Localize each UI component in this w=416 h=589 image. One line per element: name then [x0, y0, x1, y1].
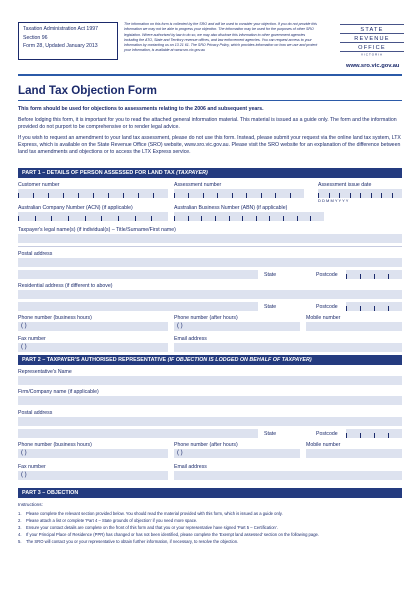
rep-fax-input[interactable]: ( ) — [18, 471, 168, 480]
instruction-item: 2. Please attach a list or complete 'Part 4 – State grounds of objection' if you need more space. — [18, 518, 198, 523]
divider — [18, 246, 402, 247]
firm-input[interactable] — [18, 396, 402, 405]
rep-name-label: Representative's Name — [18, 369, 72, 375]
rep-postal-input-2[interactable] — [18, 429, 258, 438]
sro-logo — [340, 22, 404, 56]
rep-postal-label: Postal address — [18, 410, 53, 416]
instructions-label: Instructions: — [18, 502, 43, 507]
legal-name-label: Taxpayer's legal name(s) (if individual(s) – Title/Surname/First name) — [18, 227, 176, 233]
legal-line-1: Taxation Administration Act 1997 — [23, 26, 98, 32]
date-format-hint: D D M M Y Y Y Y — [318, 198, 349, 203]
instructions-list — [18, 510, 402, 545]
rep-phone-after-input[interactable]: ( ) — [174, 449, 300, 458]
header-rule — [18, 74, 402, 76]
legal-line-3: Form 28, Updated January 2013 — [23, 43, 98, 50]
title-rule — [18, 100, 402, 101]
instruction-item: 5. The SRO will contact you or your representative to obtain further information, if necessary, to resolve the objection. — [18, 539, 239, 544]
part3-header — [18, 488, 402, 498]
logo-line-2: REVENUE — [354, 36, 390, 42]
state-label: State — [264, 272, 277, 278]
customer-number-input[interactable] — [18, 189, 168, 198]
residential-address-label: Residential address (if different to above) — [18, 283, 113, 289]
rep-mobile-input[interactable] — [306, 449, 402, 458]
part2-header — [18, 355, 402, 365]
rep-email-label: Email address — [174, 464, 207, 470]
fax-input[interactable]: ( ) — [18, 343, 168, 352]
assessment-date-input[interactable] — [318, 189, 402, 198]
mobile-label: Mobile number — [306, 315, 341, 321]
rep-phone-business-label: Phone number (business hours) — [18, 442, 92, 448]
acn-input[interactable] — [18, 212, 168, 221]
residential-postcode-input[interactable] — [346, 302, 402, 311]
postcode-label: Postcode — [316, 272, 338, 278]
part1-header — [18, 168, 402, 178]
logo-line-3: OFFICE — [358, 45, 386, 51]
mobile-input[interactable] — [306, 322, 402, 331]
rep-mobile-label: Mobile number — [306, 442, 341, 448]
instruction-item: 3. Ensure your contact details are complete on the front of this form and that you or your representative have signed 'Part 5 – Certification'. — [18, 525, 278, 530]
website-link[interactable]: www.sro.vic.gov.au — [346, 63, 400, 69]
residential-postcode-label: Postcode — [316, 304, 338, 310]
legal-name-input-1[interactable] — [18, 234, 402, 243]
logo-line-1: STATE — [360, 27, 384, 33]
rep-state-label: State — [264, 431, 277, 437]
email-label: Email address — [174, 336, 207, 342]
rep-phone-after-label: Phone number (after hours) — [174, 442, 238, 448]
postal-address-label: Postal address — [18, 251, 53, 257]
acn-label: Australian Company Number (ACN) (if applicable) — [18, 205, 133, 211]
phone-after-label: Phone number (after hours) — [174, 315, 238, 321]
instruction-item: 4. If your Principal Place of Residence (PPR) has changed or has not been identified, please complete the 'Exempt land assessed' section on the following page. — [18, 532, 320, 537]
postcode-input[interactable] — [346, 270, 402, 279]
legal-line-2: Section 96 — [23, 34, 48, 41]
residential-state-label: State — [264, 304, 277, 310]
assessment-date-label: Assessment issue date — [318, 182, 372, 188]
part1-title: PART 1 – DETAILS OF PERSON ASSESSED FOR LAND TAX — [22, 170, 175, 176]
rep-fax-label: Fax number — [18, 464, 46, 470]
postal-address-input-2[interactable] — [18, 270, 258, 279]
logo-line-4: VICTORIA — [360, 52, 384, 56]
assessment-number-label: Assessment number — [174, 182, 222, 188]
part2-title: PART 2 – TAXPAYER'S AUTHORISED REPRESENTATIVE — [22, 357, 167, 363]
customer-number-label: Customer number — [18, 182, 60, 188]
privacy-statement: The information on this form is collected by the SRO and will be used to consider your objection. If you do not provide this information we may not be able to progress your objection. The information may be used for the purposes of other SRO legislation. Where authorised by law to do so, we may also disclose this information to other government agencies including the ATO, State and Territory revenue offices, and law enforcement agencies. You can request access to your information by contacting us on 13 21 61. The SRO Privacy Policy, which provides information on how we use and protect your information, is available at www.sro.vic.gov.au — [124, 22, 318, 53]
part1-title-italic: (TAXPAYER) — [176, 170, 208, 176]
rep-postcode-label: Postcode — [316, 431, 338, 437]
instruction-item: 1. Please complete the relevant section provided below. You should read the material provided with this form, which is issued as a guide only. — [18, 511, 283, 516]
rep-phone-business-input[interactable]: ( ) — [18, 449, 168, 458]
phone-after-input[interactable]: ( ) — [174, 322, 300, 331]
intro-paragraph-1: Before lodging this form, it is important for you to read the attached general information material. This material is issued as a guide only. The form and the information provided do not purport to be comprehensive or to render legal advice. — [18, 117, 397, 131]
phone-business-input[interactable]: ( ) — [18, 322, 168, 331]
rep-postal-input[interactable] — [18, 417, 402, 426]
rep-postcode-input[interactable] — [346, 429, 402, 438]
phone-business-label: Phone number (business hours) — [18, 315, 92, 321]
part2-title-italic: (IF OBJECTION IS LODGED ON BEHALF OF TAXPAYER) — [167, 357, 312, 363]
fax-label: Fax number — [18, 336, 46, 342]
residential-address-input-2[interactable] — [18, 302, 258, 311]
part3-title: PART 3 – OBJECTION — [22, 490, 79, 496]
residential-address-input[interactable] — [18, 290, 402, 299]
legislation-box — [18, 22, 118, 60]
postal-address-input[interactable] — [18, 258, 402, 267]
email-input[interactable] — [174, 343, 402, 352]
abn-label: Australian Business Number (ABN) (if applicable) — [174, 205, 288, 211]
intro-paragraph-2: If you wish to request an amendment to your land tax assessment, please do not use this form. Instead, please submit your request via the online land tax system, LTX Express, which is available on the State Revenue Office (SRO) website, www.sro.vic.gov.au. Please visit the SRO website for an explanation of the difference between land tax amendments and objections or to access the LTX Express service. — [18, 135, 401, 156]
assessment-number-input[interactable] — [174, 189, 304, 198]
rep-name-input[interactable] — [18, 376, 402, 385]
form-title: Land Tax Objection Form — [18, 84, 157, 97]
abn-input[interactable] — [174, 212, 324, 221]
firm-label: Firm/Company name (if applicable) — [18, 389, 99, 395]
intro-heading: This form should be used for objections to assessments relating to the 2006 and subsequent years. — [18, 106, 264, 112]
rep-email-input[interactable] — [174, 471, 402, 480]
